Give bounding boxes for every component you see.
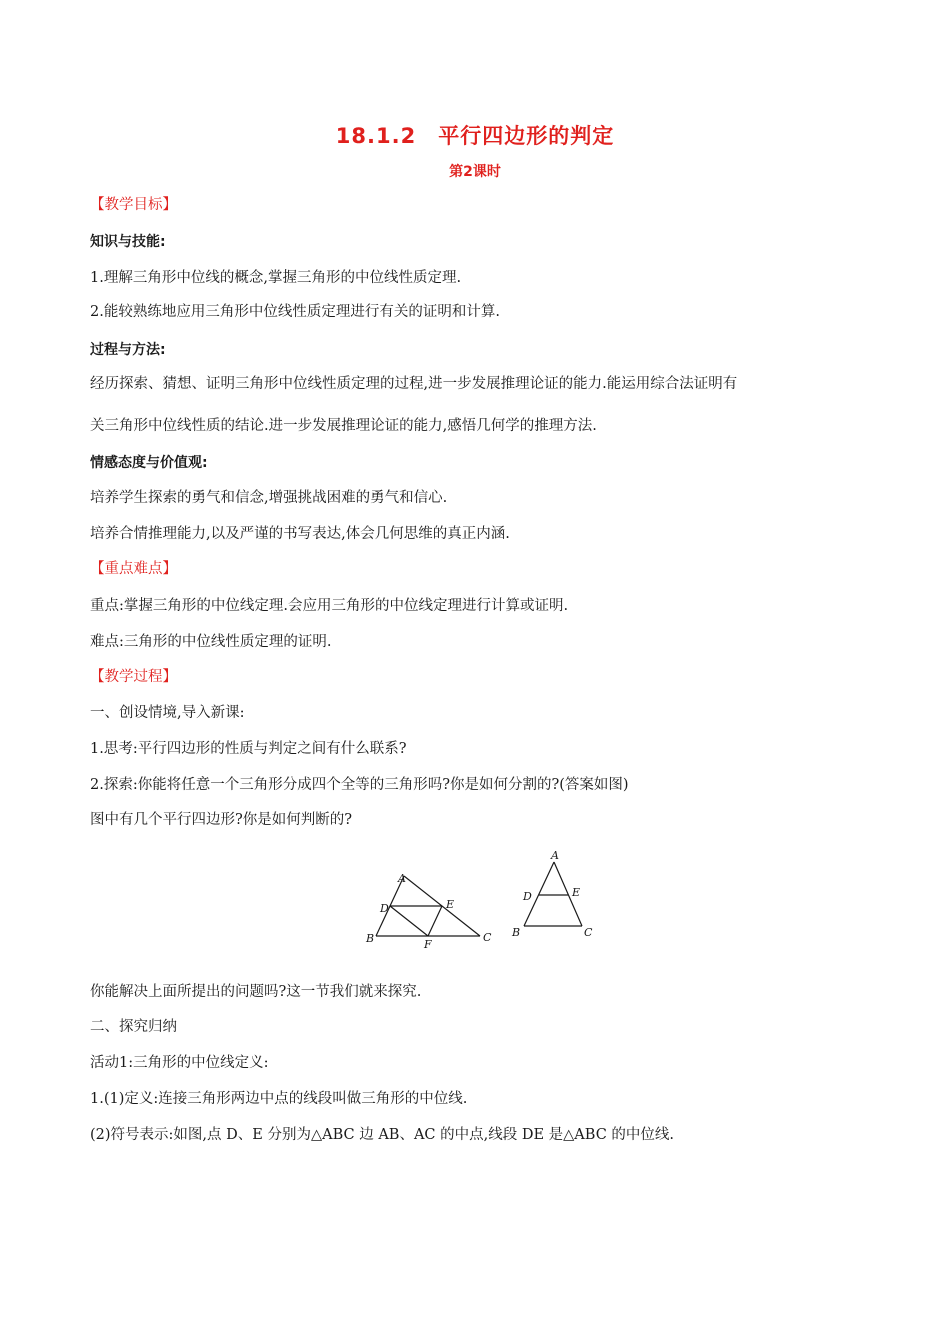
definition-text: 1.(1)定义:连接三角形两边中点的线段叫做三角形的中位线.	[90, 1091, 468, 1107]
triangle-figures	[360, 846, 600, 956]
right-label-e: E	[572, 886, 581, 899]
right-label-b: B	[512, 926, 521, 939]
difficult-point: 难点:三角形的中位线性质定理的证明.	[90, 634, 332, 650]
teaching-heading: 【教学过程】	[90, 669, 177, 685]
step-2-heading: 二、探究归纳	[90, 1019, 177, 1035]
process-text-2: 关三角形中位线性质的结论.进一步发展推理论证的能力,感悟几何学的推理方法.	[90, 418, 597, 434]
process-text-1: 经历探索、猜想、证明三角形中位线性质定理的过程,进一步发展推理论证的能力.能运用综合法证明有	[90, 376, 738, 392]
activity-1-heading: 活动1:三角形的中位线定义:	[90, 1055, 269, 1071]
key-point: 重点:掌握三角形的中位线定理.会应用三角形的中位线定理进行计算或证明.	[90, 598, 569, 614]
knowledge-item-1: 1.理解三角形中位线的概念,掌握三角形的中位线性质定理.	[90, 270, 462, 286]
right-label-d: D	[523, 890, 532, 903]
left-label-b: B	[366, 932, 375, 945]
left-label-c: C	[483, 931, 492, 944]
objectives-heading: 【教学目标】	[90, 197, 177, 213]
left-triangle	[376, 876, 480, 936]
page-subtitle: 第2课时	[449, 164, 501, 180]
key-heading: 【重点难点】	[90, 561, 177, 577]
left-midline-ef	[428, 906, 442, 936]
left-label-d: D	[380, 902, 389, 915]
step-1-question-2: 2.探索:你能将任意一个三角形分成四个全等的三角形吗?你是如何分割的?(答案如图)	[90, 777, 629, 793]
right-label-c: C	[584, 926, 593, 939]
emotion-text-2: 培养合情推理能力,以及严谨的书写表达,体会几何思维的真正内涵.	[90, 526, 510, 542]
notation-text: (2)符号表示:如图,点 D、E 分别为△ABC 边 AB、AC 的中点,线段 DE 是△ABC 的中位线.	[90, 1127, 675, 1143]
step-1-question-1: 1.思考:平行四边形的性质与判定之间有什么联系?	[90, 741, 407, 757]
right-label-a: A	[551, 849, 559, 862]
knowledge-item-2: 2.能较熟练地应用三角形中位线性质定理进行有关的证明和计算.	[90, 304, 500, 320]
left-label-f: F	[424, 938, 432, 951]
page-title: 18.1.2 平行四边形的判定	[335, 124, 615, 148]
step-1-question-3: 图中有几个平行四边形?你是如何判断的?	[90, 812, 353, 828]
step-1-heading: 一、创设情境,导入新课:	[90, 705, 245, 721]
left-label-a: A	[398, 872, 406, 885]
emotion-text-1: 培养学生探索的勇气和信念,增强挑战困难的勇气和信心.	[90, 490, 448, 506]
knowledge-heading: 知识与技能:	[90, 234, 166, 250]
triangle-diagram-svg	[360, 846, 600, 956]
emotion-heading: 情感态度与价值观:	[90, 455, 208, 471]
process-heading: 过程与方法:	[90, 342, 166, 358]
after-figure-text: 你能解决上面所提出的问题吗?这一节我们就来探究.	[90, 984, 422, 1000]
left-midline-df	[390, 906, 428, 936]
left-label-e: E	[446, 898, 455, 911]
